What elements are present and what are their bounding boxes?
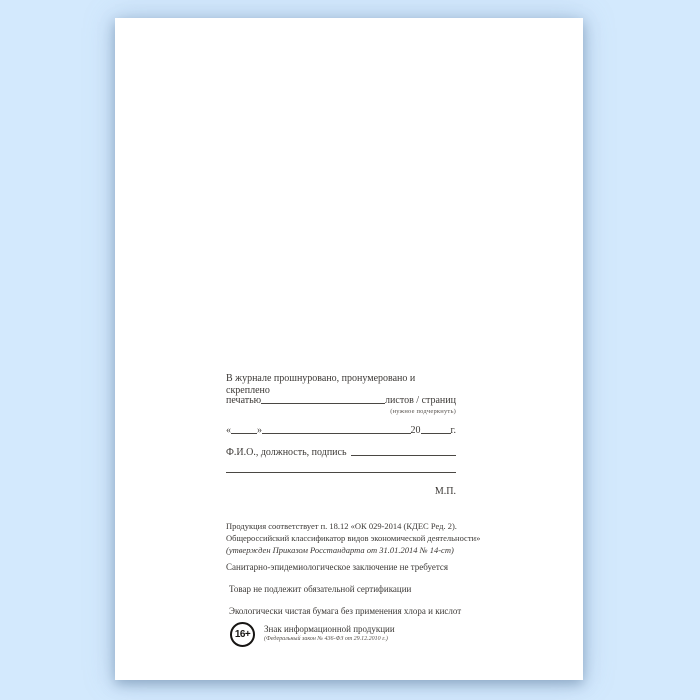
age-mark-text [264, 622, 395, 643]
sheets-label: листов / страниц [385, 395, 456, 406]
seal-line [226, 395, 456, 406]
seal-label: печатью [226, 395, 262, 406]
age-mark-title: Знак информационной продукции [264, 624, 395, 634]
signature-line [226, 470, 456, 475]
underline-note: (нужное подчеркнуть) [390, 408, 456, 415]
age-mark-block [226, 622, 456, 647]
blank-line [261, 401, 385, 404]
year-prefix: 20 [410, 425, 421, 436]
note-certification: Товар не подлежит обязательной сертификации [229, 584, 412, 594]
note-eco-paper: Экологически чистая бумага без применения хлора и кислот [229, 606, 462, 616]
blank-line-full [226, 470, 456, 473]
blank-month [262, 431, 411, 434]
year-suffix: г. [450, 425, 456, 436]
blank-signature [351, 453, 456, 456]
date-line [226, 425, 456, 436]
age-mark-law: (Федеральный закон № 436-ФЗ от 29.12.2010 г.) [264, 635, 388, 642]
stamp-place-label: М.П. [434, 486, 456, 497]
signee-label: Ф.И.О., должность, подпись [226, 447, 347, 458]
blank-year [421, 431, 451, 434]
journal-back-page [115, 18, 583, 680]
blank-day [231, 431, 257, 434]
quote-close: » [257, 425, 262, 436]
age-16-icon: 16+ [230, 622, 255, 647]
note-sanitary: Санитарно-эпидемиологическое заключение не требуется [226, 562, 449, 572]
signee-line [226, 447, 456, 458]
quote-open: « [226, 425, 231, 436]
compliance-line-1: Продукция соответствует п. 18.12 «ОК 029-2014 (КДЕС Ред. 2). [226, 521, 457, 531]
lacing-heading: В журнале прошнуровано, пронумеровано и скреплено [226, 373, 416, 396]
compliance-line-2: Общероссийский классификатор видов экономической деятельности» [226, 533, 481, 543]
compliance-line-3: (утвержден Приказом Росстандарта от 31.01.2014 № 14-ст) [226, 545, 454, 555]
